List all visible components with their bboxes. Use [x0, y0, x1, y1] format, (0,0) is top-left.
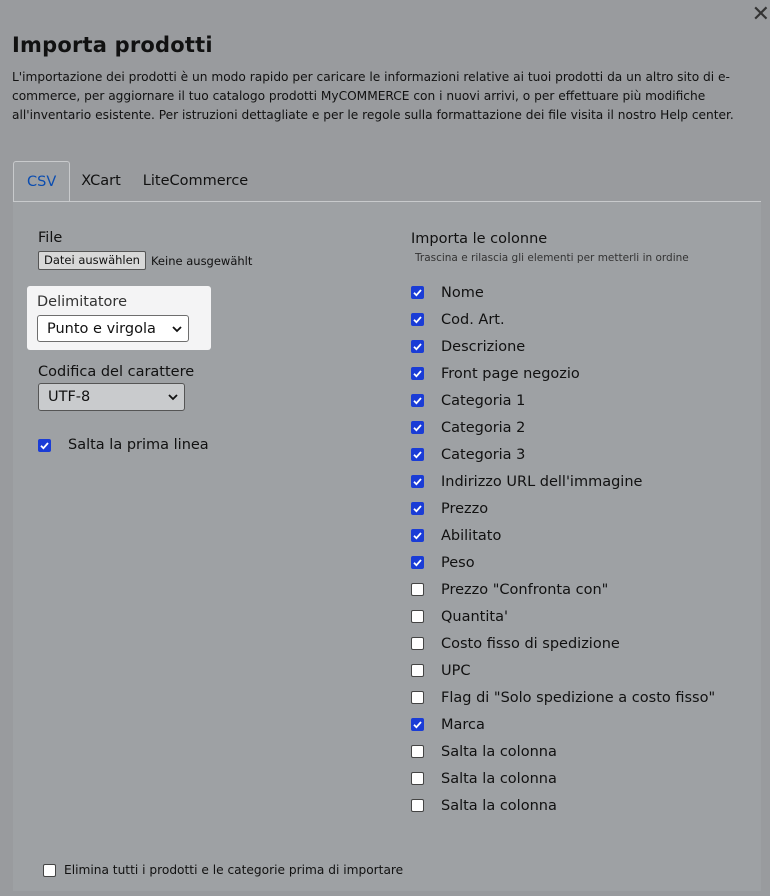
column-checkbox[interactable] [411, 394, 424, 407]
column-item[interactable] [411, 306, 715, 333]
import-columns-title: Importa le colonne [411, 231, 548, 247]
column-item[interactable] [411, 522, 715, 549]
file-label: File [38, 230, 63, 246]
column-item[interactable] [411, 441, 715, 468]
column-item[interactable] [411, 576, 715, 603]
encoding-label: Codifica del carattere [38, 364, 195, 380]
skip-first-line-option[interactable] [38, 437, 209, 453]
column-label: Abilitato [441, 527, 502, 544]
dialog-description: L'importazione dei prodotti è un modo rapido per caricare le informazioni relative ai tuoi prodotti da un altro sito di e-commerce, per aggiornare il tuo catalogo prodotti MyCOMMERCE con i nuovi arrivi, o per effettuare più modifiche all'inventario esistente. Per istruzioni dettagliate e per le regole sulla formattazione dei file visita il nostro Help center. [12, 70, 734, 122]
column-checkbox[interactable] [411, 610, 424, 623]
column-checkbox[interactable] [411, 340, 424, 353]
page-title: Importa prodotti [12, 33, 213, 57]
column-label: Prezzo "Confronta con" [441, 581, 609, 598]
column-checkbox[interactable] [411, 421, 424, 434]
column-item[interactable] [411, 495, 715, 522]
checkmark-icon [412, 503, 423, 514]
column-label: Nome [441, 284, 484, 301]
column-label: Salta la colonna [441, 743, 557, 760]
column-checkbox[interactable] [411, 583, 424, 596]
column-item[interactable] [411, 549, 715, 576]
column-checkbox[interactable] [411, 313, 424, 326]
checkmark-icon [412, 287, 423, 298]
delimiter-field-group [27, 286, 211, 350]
csv-import-panel [13, 201, 761, 891]
encoding-select[interactable] [38, 383, 185, 411]
delete-all-label: Elimina tutti i prodotti e le categorie prima di importare [64, 863, 404, 877]
column-checkbox[interactable] [411, 691, 424, 704]
delimiter-selected-value: Punto e virgola [47, 320, 156, 337]
column-label: Categoria 1 [441, 392, 526, 409]
checkmark-icon [39, 440, 50, 451]
column-item[interactable] [411, 684, 715, 711]
column-item[interactable] [411, 765, 715, 792]
tab-litecommerce[interactable]: LiteCommerce [142, 173, 249, 189]
column-checkbox[interactable] [411, 637, 424, 650]
column-label: Flag di "Solo spedizione a costo fisso" [441, 689, 716, 706]
column-item[interactable] [411, 657, 715, 684]
column-item[interactable] [411, 279, 715, 306]
column-checkbox[interactable] [411, 772, 424, 785]
column-checkbox[interactable] [411, 502, 424, 515]
column-item[interactable] [411, 468, 715, 495]
column-checkbox[interactable] [411, 475, 424, 488]
column-checkbox[interactable] [411, 664, 424, 677]
checkmark-icon [412, 341, 423, 352]
file-status-text: Keine ausgewählt [150, 253, 253, 268]
column-item[interactable] [411, 711, 715, 738]
encoding-selected-value: UTF-8 [48, 389, 91, 405]
column-checkbox[interactable] [411, 529, 424, 542]
column-item[interactable] [411, 360, 715, 387]
column-label: UPC [441, 662, 471, 679]
checkmark-icon [412, 422, 423, 433]
close-icon[interactable]: ✕ [751, 2, 770, 27]
tab-xcart[interactable]: XCart [81, 173, 121, 189]
column-checkbox[interactable] [411, 745, 424, 758]
import-columns-list [411, 279, 715, 819]
column-label: Cod. Art. [441, 311, 505, 328]
delete-all-checkbox[interactable] [43, 864, 56, 877]
chevron-down-icon [172, 324, 182, 334]
skip-first-line-label: Salta la prima linea [68, 437, 209, 453]
column-checkbox[interactable] [411, 448, 424, 461]
delimiter-label: Delimitatore [37, 294, 127, 310]
file-picker [38, 251, 252, 270]
checkmark-icon [412, 719, 423, 730]
column-item[interactable] [411, 603, 715, 630]
column-label: Salta la colonna [441, 797, 557, 814]
column-item[interactable] [411, 792, 715, 819]
column-checkbox[interactable] [411, 718, 424, 731]
tab-csv[interactable]: CSV [13, 161, 70, 201]
checkmark-icon [412, 314, 423, 325]
delete-all-option[interactable] [43, 863, 403, 877]
chevron-down-icon [168, 392, 178, 402]
column-item[interactable] [411, 630, 715, 657]
delimiter-select[interactable] [37, 315, 189, 342]
checkmark-icon [412, 557, 423, 568]
column-item[interactable] [411, 333, 715, 360]
column-checkbox[interactable] [411, 286, 424, 299]
choose-file-button[interactable]: Datei auswählen [38, 251, 146, 270]
column-label: Categoria 3 [441, 446, 526, 463]
import-columns-hint: Trascina e rilascia gli elementi per metterli in ordine [415, 252, 689, 264]
skip-first-line-checkbox[interactable] [38, 439, 51, 452]
checkmark-icon [412, 476, 423, 487]
column-item[interactable] [411, 738, 715, 765]
column-item[interactable] [411, 387, 715, 414]
column-label: Costo fisso di spedizione [441, 635, 620, 652]
column-item[interactable] [411, 414, 715, 441]
checkmark-icon [412, 368, 423, 379]
import-source-tabs [13, 161, 259, 201]
column-label: Prezzo [441, 500, 489, 517]
column-label: Front page negozio [441, 365, 580, 382]
column-checkbox[interactable] [411, 367, 424, 380]
column-label: Peso [441, 554, 475, 571]
column-label: Descrizione [441, 338, 526, 355]
column-checkbox[interactable] [411, 799, 424, 812]
column-checkbox[interactable] [411, 556, 424, 569]
column-label: Indirizzo URL dell'immagine [441, 473, 643, 490]
column-label: Marca [441, 716, 485, 733]
checkmark-icon [412, 395, 423, 406]
column-label: Categoria 2 [441, 419, 526, 436]
checkmark-icon [412, 449, 423, 460]
column-label: Quantita' [441, 608, 508, 625]
column-label: Salta la colonna [441, 770, 557, 787]
checkmark-icon [412, 530, 423, 541]
